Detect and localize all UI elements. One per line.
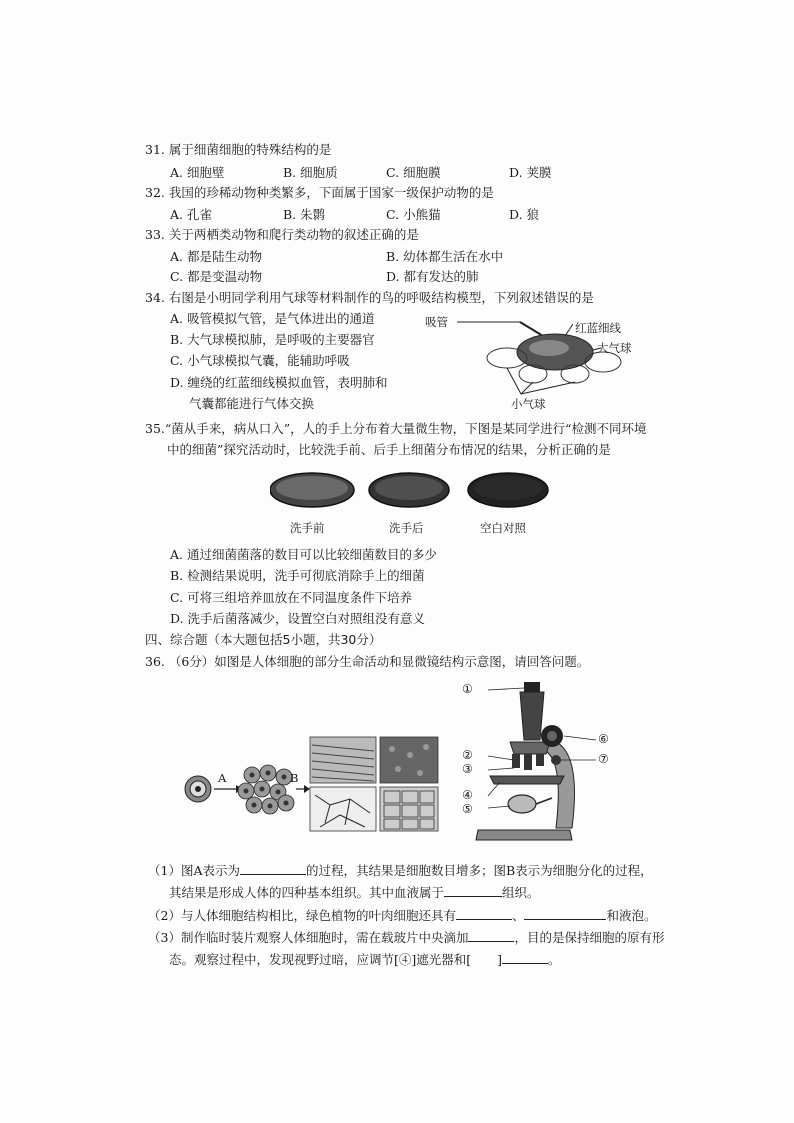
microscope-label-3: ③ xyxy=(462,762,473,776)
q36-part1-text-a: （1）图A表示为 xyxy=(148,863,240,878)
microscope-label-4: ④ xyxy=(462,788,473,802)
q36-part2-text-a: （2）与人体细胞结构相比，绿色植物的叶肉细胞还具有 xyxy=(148,908,456,923)
q36-part3-blank-1[interactable] xyxy=(468,929,514,942)
q35-option-c: C. 可将三组培养皿放在不同温度条件下培养 xyxy=(170,590,413,605)
q36-part1-blank-2[interactable] xyxy=(444,884,502,897)
q31-option-a: A. 细胞壁 xyxy=(170,165,225,180)
microscope-label-1: ① xyxy=(462,682,473,696)
q36-part3-line1 xyxy=(148,929,664,947)
q32-option-b: B. 朱鹮 xyxy=(283,207,326,222)
q34-option-b: B. 大气球模拟肺，是呼吸的主要器官 xyxy=(170,332,375,347)
q33-stem: 33. 关于两栖类动物和爬行类动物的叙述正确的是 xyxy=(145,227,419,242)
label-small-balloon: 小气球 xyxy=(511,397,546,411)
q32-option-d: D. 狼 xyxy=(509,207,540,222)
q34-option-d-line2: 气囊都能进行气体交换 xyxy=(189,396,315,411)
q31-option-d: D. 荚膜 xyxy=(509,165,552,180)
q36-part1-line2 xyxy=(169,884,540,902)
arrow-label-a: A xyxy=(218,771,227,785)
microscope-label-2: ② xyxy=(462,748,473,762)
q31-stem: 31. 属于细菌细胞的特殊结构的是 xyxy=(145,142,332,157)
q35-option-b: B. 检测结果说明，洗手可彻底消除手上的细菌 xyxy=(170,568,425,583)
microscope-label-5: ⑤ xyxy=(462,802,473,816)
q34-stem: 34. 右图是小明同学利用气球等材料制作的鸟的呼吸结构模型，下列叙述错误的是 xyxy=(145,290,594,305)
q31-option-c: C. 细胞膜 xyxy=(386,165,441,180)
microscope-figure xyxy=(460,680,620,845)
label-red-blue-thread: 红蓝细线 xyxy=(575,321,621,335)
q36-part3-text-c: 态。观察过程中，发现视野过暗，应调节[④]遮光器和[ xyxy=(169,952,472,967)
dish-label-after: 洗手后 xyxy=(389,521,424,535)
q35-option-a: A. 通过细菌菌落的数目可以比较细菌数目的多少 xyxy=(170,547,437,562)
q35-stem-line1: 35.“菌从手来，病从口入”，人的手上分布着大量微生物，下图是某同学进行“检测不同环境 xyxy=(145,421,647,436)
label-straw: 吸管 xyxy=(425,315,448,329)
q36-part1-text-d: 组织。 xyxy=(502,885,540,900)
q36-part3-bracket-blank[interactable] xyxy=(471,952,497,964)
q36-part2-line xyxy=(148,907,657,925)
q35-option-d: D. 洗手后菌落减少，设置空白对照组没有意义 xyxy=(170,611,426,626)
arrow-label-b: B xyxy=(290,771,299,785)
q33-option-b: B. 幼体都生活在水中 xyxy=(386,249,504,264)
q36-part3-text-d: ] xyxy=(497,952,503,967)
cell-division-drawing xyxy=(180,735,450,835)
microscope-label-6: ⑥ xyxy=(598,732,609,746)
microscope-label-7: ⑦ xyxy=(598,752,609,766)
label-big-balloon: 大气球 xyxy=(597,341,632,355)
q36-part3-text-a: （3）制作临时装片观察人体细胞时，需在载玻片中央滴加 xyxy=(148,930,469,945)
q36-part3-text-e: 。 xyxy=(548,952,561,967)
petri-dishes-drawing xyxy=(270,468,570,518)
q36-part2-blank-1[interactable] xyxy=(456,907,512,920)
cell-division-figure xyxy=(180,735,450,835)
q32-option-c: C. 小熊猫 xyxy=(386,207,441,222)
section-heading: 四、综合题（本大题包括5小题，共30分） xyxy=(145,632,382,647)
q34-option-a: A. 吸管模拟气管，是气体进出的通道 xyxy=(170,311,375,326)
q36-part3-line2 xyxy=(169,951,561,969)
q36-part2-blank-2[interactable] xyxy=(524,907,606,920)
q36-part1-line1 xyxy=(148,862,653,880)
q36-part2-text-b: 、 xyxy=(511,908,525,923)
q34-option-c: C. 小气球模拟气囊，能辅助呼吸 xyxy=(170,353,350,368)
dish-label-before: 洗手前 xyxy=(290,521,325,535)
q36-part1-text-b: 的过程，其结果是细胞数目增多；图B表示为细胞分化的过程， xyxy=(305,863,653,878)
microscope-drawing xyxy=(460,680,620,845)
q35-stem-line2: 中的细菌”探究活动时，比较洗手前、后手上细菌分布情况的结果，分析正确的是 xyxy=(167,442,611,457)
bird-respiration-model-figure xyxy=(425,312,655,412)
q32-option-a: A. 孔雀 xyxy=(170,207,212,222)
q36-part1-blank-1[interactable] xyxy=(240,862,306,875)
q34-option-d-line1: D. 缠绕的红蓝细线模拟血管，表明肺和 xyxy=(170,375,388,390)
q36-part3-blank-2[interactable] xyxy=(502,951,548,964)
dish-label-control: 空白对照 xyxy=(480,521,526,535)
q36-part2-text-c: 和液泡。 xyxy=(606,908,657,923)
q33-option-c: C. 都是变温动物 xyxy=(170,269,263,284)
q36-stem: 36. （6分）如图是人体细胞的部分生命活动和显微镜结构示意图，请回答问题。 xyxy=(145,654,590,669)
q36-part3-text-b: ，目的是保持细胞的原有形 xyxy=(514,930,665,945)
q32-stem: 32. 我国的珍稀动物种类繁多，下面属于国家一级保护动物的是 xyxy=(145,185,494,200)
q33-option-a: A. 都是陆生动物 xyxy=(170,249,262,264)
q36-part1-text-c: 其结果是形成人体的四种基本组织。其中血液属于 xyxy=(169,885,445,900)
q33-option-d: D. 都有发达的肺 xyxy=(386,269,479,284)
q31-option-b: B. 细胞质 xyxy=(283,165,338,180)
petri-dish-figure xyxy=(270,468,570,538)
